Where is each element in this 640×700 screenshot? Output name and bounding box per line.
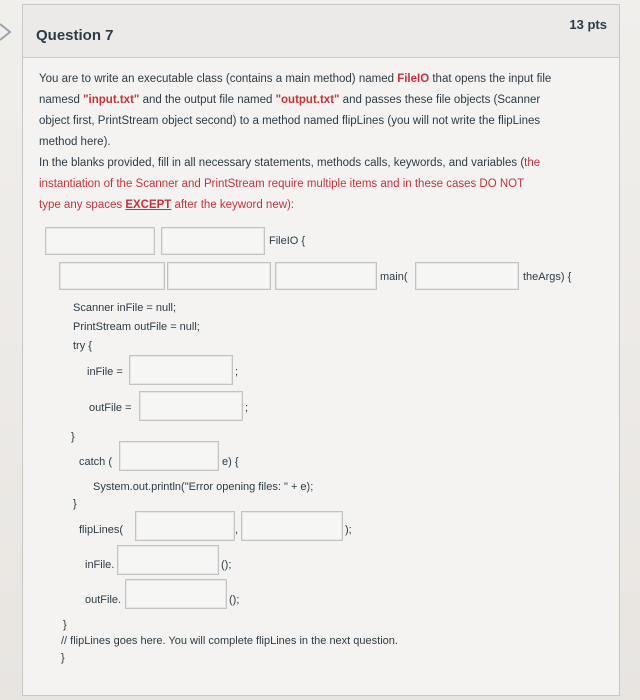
close-brace: }	[73, 498, 77, 510]
infile-close: inFile.	[85, 559, 115, 571]
class-name: FileIO	[397, 73, 430, 85]
outfile-close-end: ();	[229, 594, 240, 606]
instructions-paragraph	[39, 153, 609, 216]
blank-class-keyword[interactable]	[161, 227, 265, 255]
outfile-assign: outFile =	[89, 402, 132, 414]
infile-assign: inFile =	[87, 366, 123, 378]
fliplines-end: );	[345, 524, 352, 536]
intro-text: and passes these file objects (Scanner	[339, 94, 541, 106]
intro-text: You are to write an executable class (contains a main method) named	[39, 73, 398, 85]
instructions-warning: after the keyword new):	[171, 199, 295, 211]
comma: ,	[235, 524, 239, 536]
output-file-name: "output.txt"	[275, 94, 340, 106]
question-points: 13 pts	[569, 17, 607, 32]
blank-outfile-method[interactable]	[125, 579, 227, 609]
intro-paragraph	[39, 69, 609, 153]
fliplines-call: flipLines(	[79, 524, 124, 536]
blank-main-modifier-1[interactable]	[59, 262, 165, 290]
intro-text: method here).	[39, 136, 111, 148]
instructions-warning: instantiation of the Scanner and PrintStream require multiple items and in these cases DO NOT	[39, 178, 525, 190]
catch-keyword: catch (	[79, 456, 113, 468]
blank-main-modifier-2[interactable]	[167, 262, 271, 290]
try-keyword: try {	[73, 340, 92, 352]
class-declaration: FileIO {	[269, 235, 306, 247]
main-args: theArgs) {	[523, 271, 572, 283]
blank-outfile-value[interactable]	[139, 391, 243, 421]
close-brace: }	[71, 431, 75, 443]
blank-exception-type[interactable]	[119, 441, 219, 471]
instructions-text: In the blanks provided, fill in all necessary statements, methods calls, keywords, and variables (	[39, 157, 525, 169]
instructions-text: the	[524, 157, 541, 169]
intro-text: and the output file named	[139, 94, 276, 106]
outfile-close: outFile.	[85, 594, 122, 606]
blank-fliplines-arg-1[interactable]	[135, 511, 235, 541]
fliplines-comment: // flipLines goes here. You will complete flipLines in the next question.	[61, 635, 398, 647]
semicolon: ;	[245, 402, 249, 414]
infile-close-end: ();	[221, 559, 232, 571]
blank-class-modifier[interactable]	[45, 227, 155, 255]
printstream-declaration: PrintStream outFile = null;	[73, 321, 200, 333]
semicolon: ;	[235, 366, 239, 378]
instructions-warning: type any spaces	[39, 199, 126, 211]
input-file-name: "input.txt"	[83, 94, 140, 106]
except-keyword: EXCEPT	[125, 199, 172, 211]
question-card	[22, 4, 620, 696]
intro-text: object first, PrintStream object second) to a method named flipLines (you will not write the flipLines	[39, 115, 541, 127]
scanner-declaration: Scanner inFile = null;	[73, 302, 177, 314]
blank-main-return-type[interactable]	[275, 262, 377, 290]
close-brace: }	[61, 652, 65, 664]
question-title: Question 7	[36, 27, 114, 44]
intro-text: namesd	[39, 94, 84, 106]
main-declaration: main(	[380, 271, 408, 283]
catch-end: e) {	[222, 456, 239, 468]
collapse-arrow-icon[interactable]	[0, 22, 16, 42]
blank-infile-method[interactable]	[117, 545, 219, 575]
blank-fliplines-arg-2[interactable]	[241, 511, 343, 541]
question-header	[23, 5, 619, 58]
intro-text: that opens the input file	[429, 73, 552, 85]
blank-main-param-type[interactable]	[415, 262, 519, 290]
close-brace: }	[63, 619, 67, 631]
println-statement: System.out.println("Error opening files: " + e);	[93, 481, 314, 493]
blank-infile-value[interactable]	[129, 355, 233, 385]
